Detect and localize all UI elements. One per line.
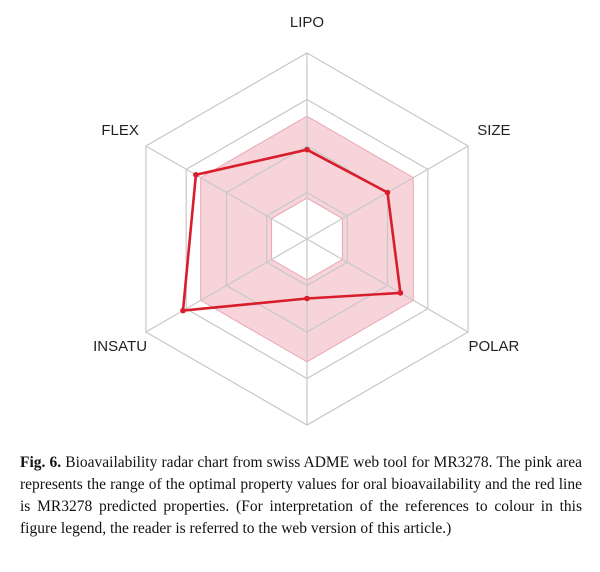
axis-label-polar: POLAR bbox=[468, 337, 520, 355]
axis-label-flex: FLEX bbox=[101, 122, 139, 140]
data-point-lipo bbox=[304, 147, 310, 153]
data-point-size bbox=[385, 190, 391, 196]
data-point-insolu bbox=[304, 296, 310, 302]
axis-label-insatu: INSATU bbox=[93, 337, 148, 355]
data-point-polar bbox=[398, 290, 404, 296]
axis-label-lipo: LIPO bbox=[289, 14, 325, 32]
data-point-insatu bbox=[180, 308, 186, 314]
figure-caption bbox=[20, 452, 582, 540]
axis-label-size: SIZE bbox=[477, 122, 511, 140]
data-point-flex bbox=[193, 172, 199, 178]
caption-text: Bioavailability radar chart from swiss ADME web tool for MR3278. The pink area represents the range of the optimal property values for oral bioavailability and the red line is MR3278 predicted properties. (For interpretation of the references to colour in this figure legend, the reader is referred to the web version of this article.) bbox=[20, 454, 583, 537]
caption-label: Fig. 6. bbox=[20, 454, 62, 471]
